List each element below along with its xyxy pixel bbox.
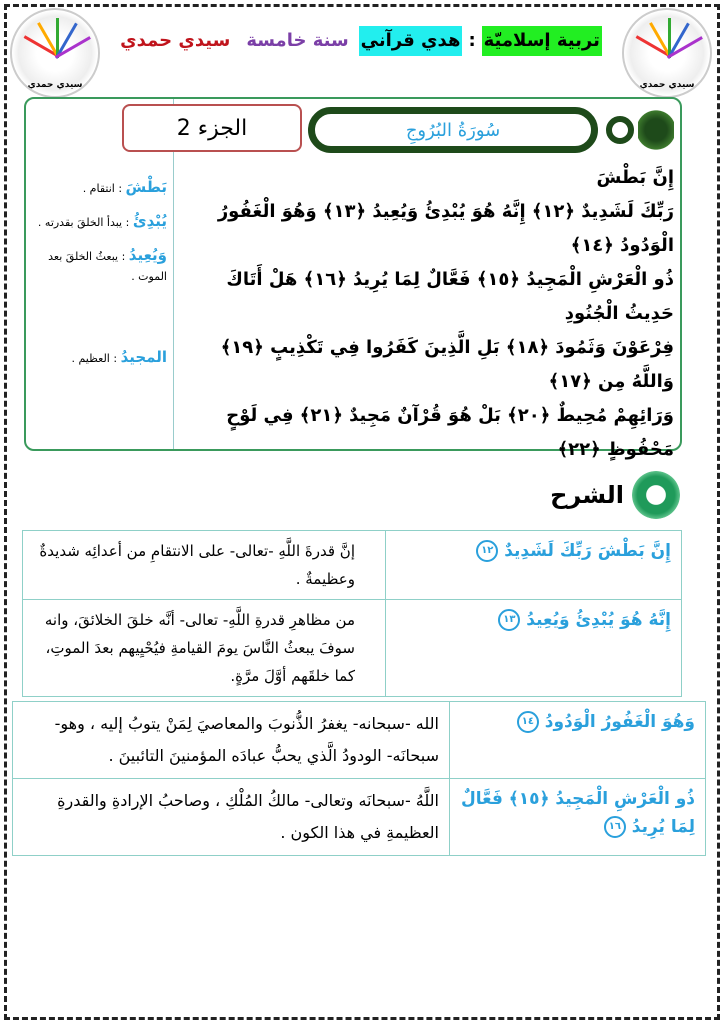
vocab-word: بَطْشَ [125,178,167,196]
explanation-cell: إنَّ قدرةَ اللَّهِ -تعالى- على الانتقامِ من أعدائِه شديدةٌ وعظيمةٌ . [23,531,386,600]
logo-caption: سيدي حمدي [27,80,83,90]
table-row [13,702,706,779]
vocab-item [30,177,167,199]
ornament [606,107,678,153]
ayah-text: وَهُوَ الْغَفُورُ الْوَدُودُ [544,712,695,732]
surah-banner [308,107,598,153]
ayah-cell [450,702,706,779]
vocab-word: يُبْدِئُ [132,212,167,230]
ornament-star-icon [632,471,680,519]
ayah-text: إِنَّهُ هُوَ يُبْدِئُ وَيُعِيدُ [526,610,671,630]
vocab-item [30,347,167,369]
ayah-cell [450,779,706,856]
table-row [13,779,706,856]
ayah-text: إِنَّ بَطْشَ رَبِّكَ لَشَدِيدٌ [504,541,671,561]
verse-line: وَرَائِهِمْ مُحِيطٌ ﴿٢٠﴾ بَلْ هُوَ قُرْآنٌ مَجِيدٌ ﴿٢١﴾ فِي لَوْحٍ مَحْفُوظٍ ﴿٢٢﴾ [226,405,674,460]
explanation-tables [0,530,724,856]
surah-title: سُورَةُ البُرُوجِ [405,119,501,141]
vocab-word: وَيُعِيدُ [128,246,167,264]
part-text: الجزء 2 [176,115,248,141]
vocab-meaning: : يبدأ الخلقَ بقدرته . [37,216,130,229]
verse-line: إِنَّ بَطْشَ [596,167,674,188]
ayah-text: ذُو الْعَرْشِ الْمَجِيدُ ﴿١٥﴾ فَعَّالٌ لِمَا يُرِيدُ [461,789,695,837]
vocab-meaning: : العظيم . [71,352,118,365]
quran-box [24,97,682,460]
verse-line: ذُو الْعَرْشِ الْمَجِيدُ ﴿١٥﴾ فَعَّالٌ لِمَا يُرِيدُ ﴿١٦﴾ هَلْ أَتَاكَ حَدِيثُ الْجُنُودِ [226,269,674,324]
vocab-meaning: : يبعثُ الخلقَ بعد الموت . [48,250,167,283]
pencils-logo-right [622,8,712,98]
explanation-cell: اللَّهُ -سبحانَه وتعالى- مالكُ المُلْكِ ، وصاحبُ الإرادةِ والقدرةِ العظيمةِ في هذا الكون . [13,779,450,856]
verse-line: فِرْعَوْنَ وَثَمُودَ ﴿١٨﴾ بَلِ الَّذِينَ كَفَرُوا فِي تَكْذِيبٍ ﴿١٩﴾ وَاللَّهُ مِن ﴿١٧﴾ [220,337,674,392]
author: سيدي حمدي [120,30,231,51]
ayah-number: ١٣ [498,609,520,631]
grade: سنة خامسة [246,30,349,51]
explanation-table-2 [12,701,706,856]
topic: هدي قرآني [359,26,463,56]
pencils-logo-left [10,8,100,98]
table-row [23,600,682,697]
ayah-number: ١٦ [604,816,626,838]
verses [182,161,674,467]
subject: تربية إسلاميّة [482,26,602,56]
vocab-word: المجيدُ [120,348,167,366]
vocab-item [30,245,167,287]
page-header [104,26,618,56]
ayah-number: ١٢ [476,540,498,562]
ayah-cell [386,531,682,600]
table-row [23,531,682,600]
vocab-item [30,211,167,233]
ayah-number: ١٤ [517,711,539,733]
explanation-cell: الله -سبحانه- يغفرُ الذُّنوبَ والمعاصيَ لِمَنْ يتوبُ إليه ، وهو- سبحانَه- الودودُ الَّذي يحبُّ عبادَه المؤمنينَ التائبينَ . [13,702,450,779]
explanation-heading [540,470,680,520]
verse-line: رَبِّكَ لَشَدِيدٌ ﴿١٢﴾ إِنَّهُ هُوَ يُبْدِئُ وَيُعِيدُ ﴿١٣﴾ وَهُوَ الْغَفُورُ الْوَدُودُ ﴿١٤﴾ [217,201,674,256]
heading-text: الشرح [550,481,624,509]
ayah-cell [386,600,682,697]
separator: : [468,30,476,51]
explanation-cell: من مظاهرِ قدرةِ اللَّهِ- تعالى- أنَّه خلقَ الخلائقَ، وانه سوفَ يبعثُ النَّاسَ يومَ القيامةِ فيُحْيِيهم بعدَ الموتِ، كما خلقَهم أوَّلَ مرَّةٍ. [23,600,386,697]
vocab-meaning: : انتقام . [82,182,123,195]
part-label [122,104,302,152]
explanation-table-1 [22,530,682,697]
logo-caption: سيدي حمدي [639,80,695,90]
